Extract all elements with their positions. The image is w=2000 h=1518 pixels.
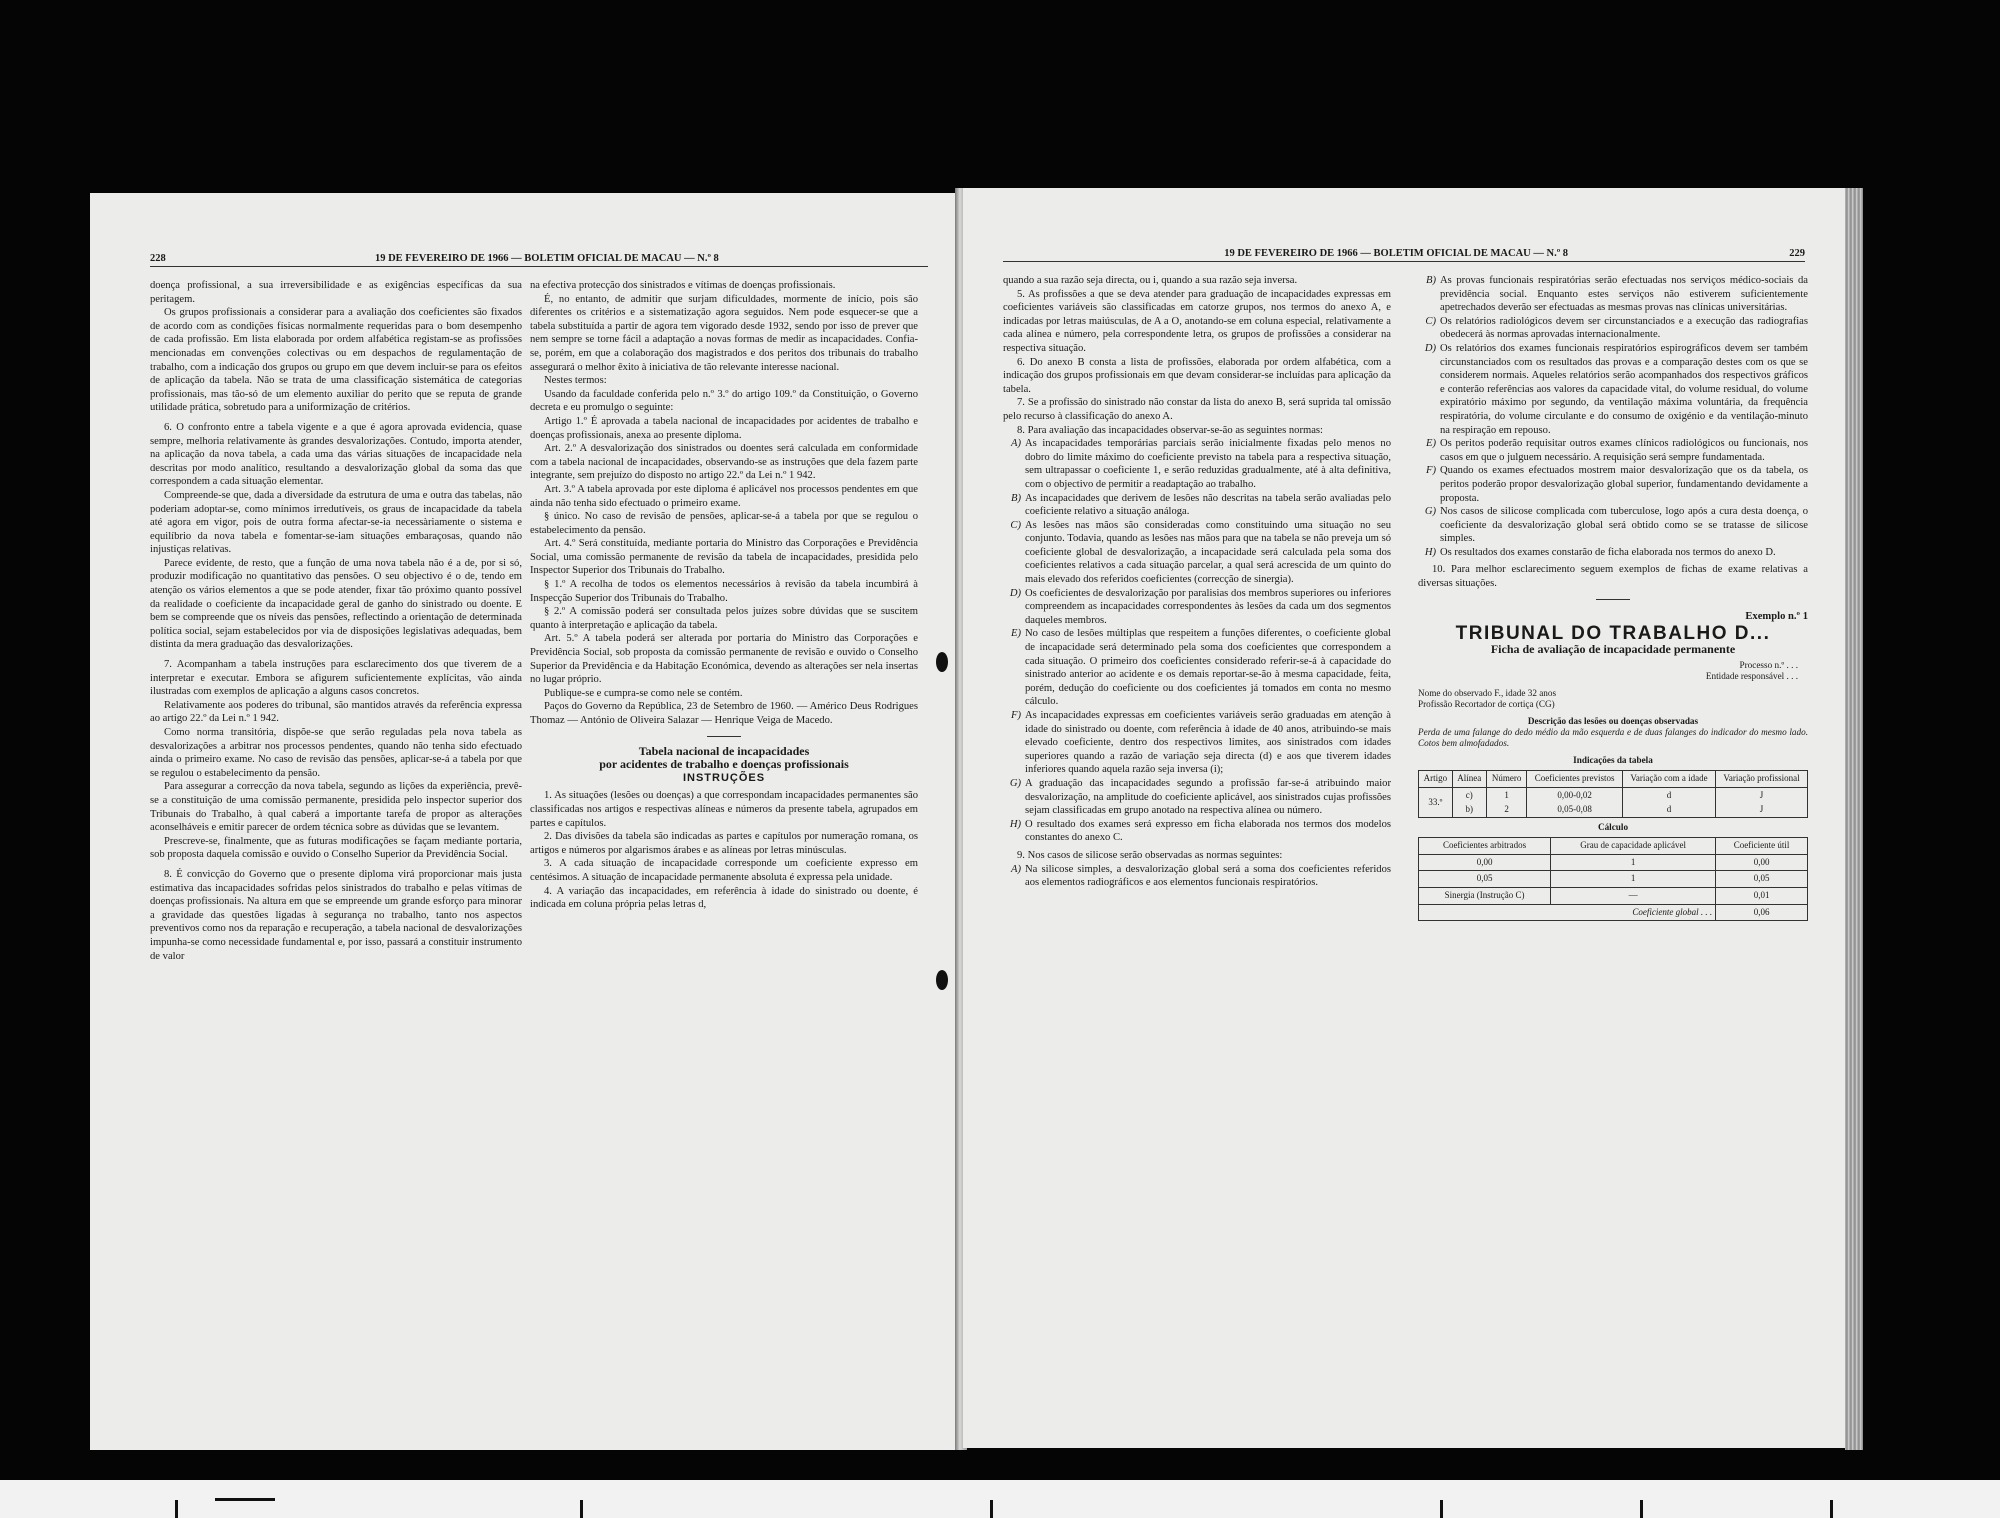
table-row: 0,00 1 0,00 [1419,854,1808,871]
binder-hole [936,652,948,672]
example-label: Exemplo n.º 1 [1745,610,1808,622]
paragraph: Usando da faculdade conferida pelo n.º 3.º do artigo 109.º da Constituição, o Governo decreta e eu promulgo o seguinte: [530,388,918,414]
paragraph: doença profissional, a sua irreversibilidade e as exigências específicas da sua peritagem. [150,280,522,305]
left-column-1 [150,279,522,963]
paragraph: § 1.º A recolha de todos os elementos necessários à revisão da tabela incumbirá à Inspecção Superior dos Tribunais do Trabalho. [530,579,918,604]
paragraph: 6. Do anexo B consta a lista de profissões, elaborada por ordem alfabética, com a indicação dos grupos profissionais em que devam considerar-se incluídas para aplicação da tabela. [1003,356,1391,395]
handwriting-mark [175,1500,178,1518]
list-item: G) Nos casos de silicose complicada com tuberculose, logo após a cura desta doença, o coeficiente da desvalorização global será obtido como se se tratasse de silicose simples. [1424,506,1808,545]
indicacoes-table [1418,770,1808,818]
list-item: D) Os coeficientes de desvalorização por paralisias dos membros superiores ou inferiores compreendem as incapacidades correspondentes às lesões da cada um dos segmentos daqueles membros. [1009,587,1391,626]
example-title: TRIBUNAL DO TRABALHO D... [1455,623,1771,645]
paragraph: § único. No caso de revisão de pensões, aplicar-se-á a tabela por que se regulou o estabelecimento da pensão. [530,511,918,536]
table-header: Coeficientes previstos [1527,771,1623,788]
list-item: F) As incapacidades expressas em coeficientes variáveis serão graduadas em atenção à idade do sinistrado ou doente, com referência à idade de 40 anos, atribuindo-se mais elevado coeficiente, dentro dos respectivos limites, aos sinistrados com idades superiores quando a razão de variação seja directa (d) e aos que tiverem idades inferiores quando aquela razão seja inversa (i); [1011,710,1391,776]
paragraph: Os grupos profissionais a considerar para a avaliação dos coeficientes são fixados de acordo com as condições físicas normalmente requeridas para o bom desempenho de cada profissão. Em lista elaborada por ordem alfabética registam-se as profissões mencionadas em convenções colectivas ou em despachos de regulamentação de trabalho, com a indicação dos grupos ou grupo em que devem incluir-se para os efeitos de aplicação da tabela. Não se trata de uma classificação sistemática de categorias profissionais, mas tão-só de um elemento auxiliar do perito que se reputa de grande utilidade prática, sobretudo para a uniformização de critérios. [150,307,522,414]
paragraph: Parece evidente, de resto, que a função de uma nova tabela não é a de, por si só, produzir modificação no quantitativo das pensões. O seu objectivo é o de, tendo em atenção os vários elementos a que se pode atender, fixar tão próximo quanto possível da realidade o coeficiente da incapacidade geral de ganho do sinistrado ou doente. E bem se compreende que os níveis das pensões, reflectindo a orientação de determinada política social, sejam estabelecidos por via de disposições legislativas adequadas, bem distinta da mera graduação das desvalorizações. [150,557,522,651]
left-page-header [150,253,928,267]
table-header: Alínea [1452,771,1486,788]
descricao-text: Perda de uma falange do dedo médio da mão esquerda e de duas falanges do indicador do mesmo lado. Cotos bem almofadados. [1418,727,1808,749]
handwriting-mark [580,1500,583,1518]
table-header: Variação com a idade [1623,771,1716,788]
table-row [1419,904,1808,921]
handwriting-mark [1640,1500,1643,1518]
table-header: Número [1486,771,1526,788]
observado-field: Nome do observado F., idade 32 anos [1418,688,1557,699]
paragraph: Art. 2.º A desvalorização dos sinistrados ou doentes será calculada em conformidade com a tabela nacional de incapacidades, observando-se as instruções que dela fazem parte integrante, sem prejuízo do disposto no artigo 22.º da Lei n.º 1 942. [530,443,918,482]
paragraph: 7. Acompanham a tabela instruções para esclarecimento dos que tiverem de a interpretar e executar. Embora se afigurem suficientemente explícitas, vão ainda ilustradas com exemplos de aplicação a alguns casos concretos. [150,659,522,698]
handwriting-mark [1830,1500,1833,1518]
table-row: 33.º c) b) 1 2 0,00-0,02 0,05-0,08 d d J J [1419,788,1808,818]
paragraph: Art. 4.º Será constituída, mediante portaria do Ministro das Corporações e Previdência Social, uma comissão permanente de revisão da tabela de incapacidades, presidida pelo Inspector Superior dos Tribunais do Trabalho. [530,538,918,577]
table-subtitle: por acidentes de trabalho e doenças profissionais [599,757,849,772]
table-row: 0,05 1 0,05 [1419,871,1808,888]
table-title: Tabela nacional de incapacidades [638,743,810,758]
coef-global-value: 0,06 [1716,904,1808,921]
paragraph: Art. 5.º A tabela poderá ser alterada por portaria do Ministro das Corporações e Previdência Social, sob proposta da comissão permanente de revisão e ouvido o Conselho Superior da Previdência e da Habitação Económica, devendo as alterações ser nela insertas no lugar próprio. [530,633,918,686]
divider [1596,599,1630,600]
coef-global-label: Coeficiente global . . . [1419,904,1716,921]
paragraph: Compreende-se que, dada a diversidade da estrutura de uma e outra das tabelas, não poderiam adoptar-se, como mínimos irredutíveis, os graus de incapacidade da tabela até agora em vigor, pois de outra forma afectar-se-ia necessàriamente o sistema e equilíbrio da nova tabela e fomentar-se-iam situações embaraçosas, quando não injustiças relativas. [150,489,522,556]
list-item: H) Os resultados dos exames constarão de ficha elaborada nos termos do anexo D. [1424,546,1776,558]
right-page [963,188,1845,1448]
binder-hole [936,970,948,990]
list-item: B) As provas funcionais respiratórias serão efectuadas nos serviços médico-sociais da previdência social. Enquanto estes serviços não estiverem suficientemente apetrechados deverão ser efectuadas as mesmas provas nas clínicas universitárias. [1426,275,1808,314]
table-header: Variação profissional [1716,771,1808,788]
list-item: G) A graduação das incapacidades segundo a profissão far-se-á atribuindo maior desvalorização, na amplitude do coeficiente aplicável, aos sinistrados cujas profissões sejam classificadas em grupo anotado na respectiva alínea ou número. [1009,777,1391,817]
page-edge [1845,188,1863,1450]
processo-field: Processo n.º . . . [1739,660,1798,671]
paragraph: 5. As profissões a que se deva atender para graduação de incapacidades expressas em coeficientes variáveis são classificadas em catorze grupos, nos termos do anexo A, e indicadas por letras maiúsculas, de A a O, anotando-se em coluna especial, relativamente a cada alínea e número, pela correspondente letra, os grupos de profissões a considerar na respectiva situação. [1003,288,1391,354]
paragraph: 2. Das divisões da tabela são indicadas as partes e capítulos por numeração romana, os artigos e números por algarismos árabes e as alíneas por letras minúsculas. [530,831,918,856]
paragraph: § 2.º A comissão poderá ser consultada pelos juízes sobre dúvidas que se suscitem quanto à interpretação e aplicação da tabela. [530,606,918,631]
bottom-strip [0,1480,2000,1518]
paragraph: Art. 3.º A tabela aprovada por este diploma é aplicável nos processos pendentes em que ainda não tenha sido efectuado o primeiro exame. [530,483,918,509]
table-header: Coeficientes arbitrados [1419,838,1551,855]
example-subtitle: Ficha de avaliação de incapacidade permanente [1490,641,1736,656]
table-header: Grau de capacidade aplicável [1551,838,1716,855]
table-header: Artigo [1419,771,1453,788]
descricao-heading: Descrição das lesões ou doenças observadas [1527,716,1699,727]
paragraph: É, no entanto, de admitir que surjam dificuldades, mormente de início, pois são diferentes os critérios e a sistematização agora seguidos. Nem pode esquecer-se que a tabela substituída a partir de agora tem vigorado desde 1932, sendo por isso de prever que nem sempre se torne fácil a adaptação a novas formas de medir as incapacidades. Confia-se, porém, em que a colaboração dos magistrados e dos peritos dos tribunais do trabalho assegurará o melhor êxito à iniciativa de tão relevante interesse nacional. [530,293,918,373]
paragraph: Prescreve-se, finalmente, que as futuras modificações se façam mediante portaria, sob proposta daquela comissão e ouvido o Conselho Superior da Previdência Social. [150,835,522,861]
entidade-field: Entidade responsável . . . [1705,671,1798,682]
divider [707,736,741,737]
right-column-2 [1418,274,1808,921]
paragraph: Paços do Governo da República, 23 de Setembro de 1960. — Américo Deus Rodrigues Thomaz — António de Oliveira Salazar — Henrique Veiga de Macedo. [530,701,918,726]
left-header-title: 19 DE FEVEREIRO DE 1966 — BOLETIM OFICIAL DE MACAU — N.º 8 [374,253,719,264]
paragraph: Para assegurar a correcção da nova tabela, segundo as lições da experiência, prevê-se a constituição de uma comissão permanente, presidida pelo inspector superior dos Tribunais do Trabalho, à qual caberá a importante tarefa de propor as alterações aconselháveis e emitir parecer de ordem técnica sobre as dúvidas que se levantem. [150,781,522,834]
paragraph: Publique-se e cumpra-se como nele se contém. [544,687,743,699]
paragraph: 8. Para avaliação das incapacidades observar-se-ão as seguintes normas: [1017,424,1323,436]
right-header-title: 19 DE FEVEREIRO DE 1966 — BOLETIM OFICIAL DE MACAU — N.º 8 [1224,248,1569,259]
paragraph: 8. É convicção do Governo que o presente diploma virá proporcionar mais justa estimativa das incapacidades sofridas pelos sinistrados do trabalho e pelas vítimas de doenças profissionais. Na altura em que se empreende um grande esforço para minorar a gravidade das questões ligadas à segurança no trabalho, tanto nos aspectos preventivos como nos da reparação e recuperação, a tabela nacional de desvalorizações impunha-se como necessidade fundamental e, por isso, passará a constituir instrumento de valor [150,868,522,962]
left-column-2 [530,279,918,912]
table-row: Sinergia (Instrução C) — 0,01 [1419,888,1808,905]
paragraph: 10. Para melhor esclarecimento seguem exemplos de fichas de exame relativas a diversas situações. [1418,564,1808,590]
profissao-field: Profissão Recortador de cortiça (CG) [1418,699,1555,710]
calculo-table [1418,837,1808,921]
right-page-header [1003,248,1805,262]
paragraph: 7. Se a profissão do sinistrado não constar da lista do anexo B, será suprida tal omissão pelo recurso à classificação do anexo A. [1003,397,1391,422]
paragraph: 6. O confronto entre a tabela vigente e a que é agora aprovada evidencia, quase sempre, melhoria relativamente às grandes desvalorizações. Contudo, importa atender, na aplicação da nova tabela, a cada uma das várias situações de incapacidade nela descritas por modo analítico, resultando a desvalorização global da soma das que correspondem a cada situação elementar. [150,421,522,488]
list-item: A) Na silicose simples, a desvalorização global será a soma dos coeficientes referidos aos elementos radiográficos e aos elementos funcionais respiratórios. [1011,863,1391,889]
paragraph: Relativamente aos poderes do tribunal, são mantidos através da referência expressa ao artigo 22.º da Lei n.º 1 942. [150,699,522,725]
paragraph: 4. A variação das incapacidades, em referência à idade do sinistrado ou doente, é indicada em coluna própria pelas letras d, [530,885,918,911]
handwriting-mark [1440,1500,1443,1518]
list-item: C) Os relatórios radiológicos devem ser circunstanciados e a execução das radiografias obedecerá às normas aprovadas internacionalmente. [1425,315,1808,341]
paragraph: 1. As situações (lesões ou doenças) a que correspondam incapacidades permanentes são classificadas nos artigos e respectivas alíneas e números da presente tabela, agrupados em partes e capítulos. [530,790,918,829]
paragraph: Artigo 1.º É aprovada a tabela nacional de incapacidades por acidentes de trabalho e doenças profissionais, anexa ao presente diploma. [530,415,918,441]
paragraph: quando a sua razão seja directa, ou i, quando a sua razão seja inversa. [1003,275,1298,286]
right-column-1 [1003,274,1391,890]
handwriting-mark [990,1500,993,1518]
left-page [90,193,958,1450]
list-item: B) As incapacidades que derivem de lesões não descritas na tabela serão avaliadas pelo coeficiente relativo a situação análoga. [1011,492,1391,518]
left-page-number: 228 [150,253,166,264]
list-item: E) Os peritos poderão requisitar outros exames clínicos radiológicos ou funcionais, nos casos em que o julguem necessário. A requisição será sempre fundamentada. [1426,438,1808,463]
paragraph: Nestes termos: [544,375,607,387]
right-page-number: 229 [1789,248,1805,259]
instructions-heading: INSTRUÇÕES [682,771,766,784]
paragraph: Como norma transitória, dispõe-se que serão reguladas pela nova tabela as desvalorizações a arbitrar nos processos pendentes, quando não tenha sido efectuado ainda o primeiro exame. No caso de revisão das pensões, aplicar-se-á a tabela por que se regulou o estabelecimento da pensão. [150,727,522,779]
list-item: H) O resultado dos exames será expresso em ficha elaborada nos termos dos modelos constantes do anexo C. [1009,818,1391,844]
list-item: E) No caso de lesões múltiplas que respeitem a funções diferentes, o coeficiente global de incapacidade será determinado pela soma dos coeficientes que correspondem a cada situação. O primeiro dos coeficientes considerado referir-se-á à capacidade do sinistrado anterior ao acidente e os demais reportar-se-ão à mesma capacidade, feita, porém, dedução do coeficiente ou dos coeficientes já tomados em conta no mesmo cálculo. [1011,628,1391,708]
paragraph: 9. Nos casos de silicose serão observadas as normas seguintes: [1017,849,1283,861]
list-item: F) Quando os exames efectuados mostrem maior desvalorização que os da tabela, os peritos poderão propor desvalorização global superior, fundamentando devidamente a proposta. [1426,465,1808,504]
list-item: A) As incapacidades temporárias parciais serão inicialmente fixadas pelo menos no dobro do limite máximo do coeficiente previsto na tabela para a respectiva situação, sem ultrapassar o coeficiente 1, e serão reduzidas gradualmente, até à alta definitiva, com o objectivo de permitir a readaptação ao trabalho. [1011,438,1391,490]
paragraph: na efectiva protecção dos sinistrados e vítimas de doenças profissionais. [530,280,836,291]
paragraph: 3. A cada situação de incapacidade corresponde um coeficiente expresso em centésimos. A situação de incapacidade permanente absoluta é expressa pela unidade. [530,858,918,883]
list-item: D) Os relatórios dos exames funcionais respiratórios espirográficos devem ser também circunstanciados com os resultados das provas e a comparação destes com os que se considerem normais. Aqueles relatórios serão acompanhados dos respectivos gráficos e conterão referências aos valores da capacidade vital, do volume residual, do volume expiratório máximo por segundo, da ventilação máxima voluntária, da frequência respiratória, do volume circulante e do consumo de oxigénio e da ventilação-minuto na respiração em repouso. [1424,342,1808,436]
handwriting-mark [215,1498,275,1501]
calculo-heading: Cálculo [1597,822,1629,833]
table-header: Coeficiente útil [1716,838,1808,855]
indicacoes-heading: Indicações da tabela [1573,755,1653,766]
list-item: C) As lesões nas mãos são consideradas como constituindo uma situação no seu conjunto. Todavia, quando as lesões nas mãos para que na tabela se não preveja um só coeficiente global de desvalorização, a incapacidade será calculada pela soma dos coeficientes relativos a cada situação parcelar, a qual será acrescida de um quinto do mais elevado dos referidos coeficientes (correcção de sinergia). [1010,519,1391,586]
